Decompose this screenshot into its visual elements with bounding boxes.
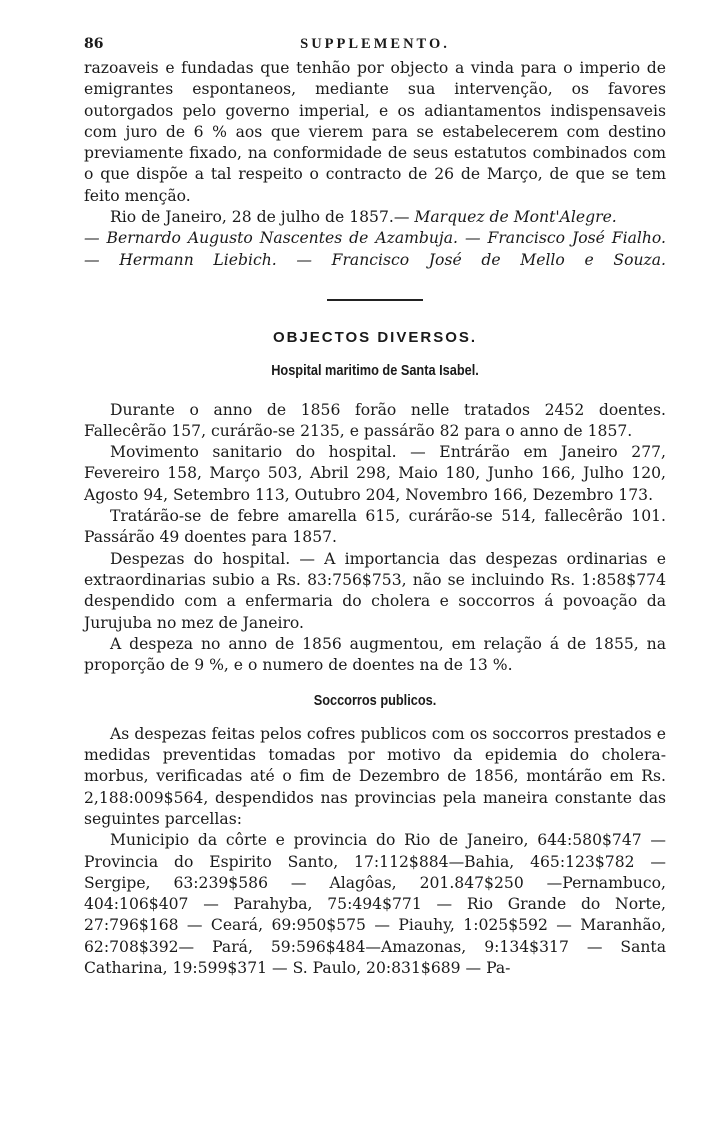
hospital-title: Hospital maritimo de Santa Isabel. (271, 362, 479, 380)
hospital-paragraph-4: Despezas do hospital. — A importancia das despezas ordinarias e extraordinarias subio a Rs. 83:756$753, não se incluindo Rs. 1:858$774 despendido com a enfermaria do cholera e soccorros á povoação da Jurujuba no mez de Janeiro. (84, 549, 666, 632)
soccorros-paragraph: As despezas feitas pelos cofres publicos com os soccorros prestados e medidas preventidas tomadas por motivo da epidemia do cholera-morbus, verificadas até o fim de Dezembro de 1856, montárão em Rs. 2,188:009$564, despendidos nas provincias pela maneira constante das seguintes parcellas: (84, 724, 666, 828)
document-page (84, 34, 666, 979)
dateline-signature (84, 207, 666, 228)
signatures (84, 228, 666, 271)
hospital-paragraph-1: Durante o anno de 1856 forão nelle tratados 2452 doentes. Fallecêrão 157, curárão-se 2135, e passárão 82 para o anno de 1857. (84, 400, 666, 440)
hospital-paragraph-3: Tratárão-se de febre amarella 615, curárão-se 514, fallecêrão 101. Passárão 49 doentes para 1857. (84, 507, 666, 547)
signature-first: Marquez de Mont'Alegre. (414, 208, 617, 227)
hospital-paragraph-5: A despeza no anno de 1856 augmentou, em relação á de 1855, na proporção de 9 %, e o numero de doentes na de 13 %. (84, 634, 666, 675)
page-number: 86 (84, 36, 104, 52)
soccorros-title: Soccorros publicos. (313, 692, 437, 710)
signature-list: — Bernardo Augusto Nascentes de Azambuja. — Francisco José Fialho. — Hermann Liebich. — Francisco José de Mello e Souza. (84, 229, 666, 269)
page-header (84, 34, 666, 58)
dateline: Rio de Janeiro, 28 de julho de 1857.— (110, 208, 415, 227)
hospital-paragraph-2: Movimento sanitario do hospital. — Entrárão em Janeiro 277, Fevereiro 158, Março 503, Abril 298, Maio 180, Junho 166, Julho 120, Agosto 94, Setembro 113, Outubro 204, Novembro 166, Dezembro 173. (84, 443, 666, 504)
running-title: SUPPLEMENTO. (300, 36, 450, 52)
opening-paragraph: razoaveis e fundadas que tenhão por objecto a vinda para o imperio de emigrantes espontaneos, mediante sua intervenção, os favores outorgados pelo governo imperial, e os adiantamentos indispensaveis com juro de 6 % aos que vierem para se estabelecerem com destino previamente fixado, na conformidade de seus estatutos combinados com o que dispõe a tal respeito o contracto de 26 de Março, de que se tem feito menção. (84, 59, 666, 205)
section-divider (327, 299, 423, 301)
section-title: OBJECTOS DIVERSOS. (272, 328, 478, 346)
soccorros-list: Municipio da côrte e provincia do Rio de Janeiro, 644:580$747 — Provincia do Espirito Santo, 17:112$884—Bahia, 465:123$782 — Sergipe, 63:239$586 — Alagôas, 201.847$250 —Pernambuco, 404:106$407 — Parahyba, 75:494$771 — Rio Grande do Norte, 27:796$168 — Ceará, 69:950$575 — Piauhy, 1:025$592 — Maranhão, 62:708$392— Pará, 59:596$484—Amazonas, 9:134$317 — Santa Catharina, 19:599$371 — S. Paulo, 20:831$689 — Pa- (84, 831, 666, 977)
